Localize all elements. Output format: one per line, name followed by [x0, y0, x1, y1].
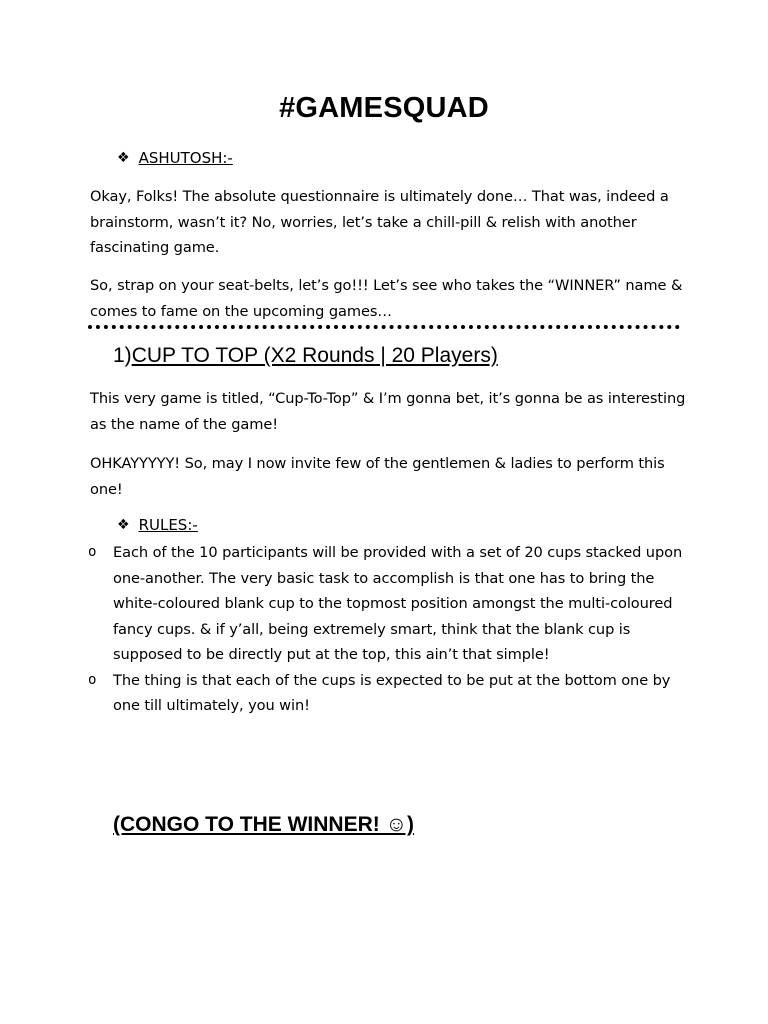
closing-line: (CONGO TO THE WINNER! ☺) — [113, 813, 415, 836]
circle-bullet-icon: o — [88, 671, 97, 688]
section-title: CUP TO TOP (X2 Rounds | 20 Players) — [131, 344, 498, 367]
dotted-divider — [88, 325, 680, 329]
section-heading — [113, 344, 498, 368]
rule-text: The thing is that each of the cups is expected to be put at the bottom one by one till ultimately, you win! — [113, 671, 671, 714]
speaker-heading — [117, 149, 233, 167]
speaker-name: ASHUTOSH:- — [138, 149, 233, 167]
section-number: 1) — [113, 344, 132, 367]
rule-text: Each of the 10 participants will be provided with a set of 20 cups stacked upon one-another. The very basic task to accomplish is that one has to bring the white-coloured blank cup to the topmost position amongst the multi-coloured fancy cups. & if y’all, being extremely smart, think that the blank cup is supposed to be directly put at the top, this ain’t that simple! — [113, 544, 683, 663]
document-title: #GAMESQUAD — [279, 92, 489, 124]
rules-heading — [117, 516, 198, 534]
section-paragraph-2: OHKAYYYYY! So, may I now invite few of the gentlemen & ladies to perform this one! — [90, 455, 665, 498]
rules-label: RULES:- — [138, 516, 198, 534]
list-item — [88, 540, 688, 668]
circle-bullet-icon: o — [88, 544, 97, 560]
rules-list — [88, 540, 688, 719]
diamond-bullet-icon: ❖ — [117, 517, 130, 533]
section-paragraph-1: This very game is titled, “Cup-To-Top” & I’m gonna bet, it’s gonna be as interesting as the name of the game! — [90, 390, 686, 433]
list-item — [88, 668, 688, 719]
diamond-bullet-icon: ❖ — [117, 150, 130, 166]
intro-paragraph-1: Okay, Folks! The absolute questionnaire is ultimately done… That was, indeed a brainstorm, wasn’t it? No, worries, let’s take a chill-pill & relish with another fascinating game. — [90, 188, 669, 256]
intro-paragraph-2: So, strap on your seat-belts, let’s go!!! Let’s see who takes the “WINNER” name & comes to fame on the upcoming games… — [90, 277, 683, 320]
